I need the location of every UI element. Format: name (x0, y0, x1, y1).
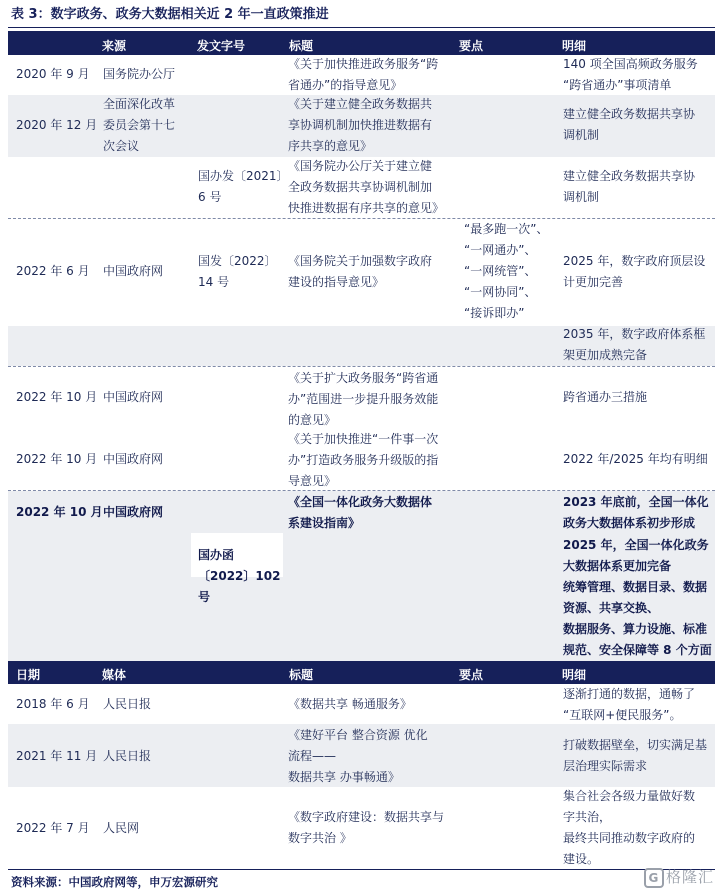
row-doc-number: 国办函 〔2022〕102 号 (198, 548, 281, 604)
media-detail: 集合社会各级力量做好数 字共治， 最终共同推动数字政府的 建设。 (563, 789, 696, 866)
source-note: 资料来源：中国政府网等，申万宏源研究 (11, 875, 218, 889)
row-title: 《关于建立健全政务数据共 享协调机制加快推进数据有 序共享的意见》 (288, 97, 433, 153)
row-detail: 建立健全政务数据共享协 调机制 (563, 107, 696, 142)
row-date: 2022 年 10 月 (16, 505, 103, 519)
row-title: 《关于扩大政务服务“跨省通 办”范围进一步提升服务效能 的意见》 (288, 371, 439, 427)
media-date: 2018 年 6 月 (16, 697, 90, 711)
row-date: 2022 年 10 月 (16, 390, 98, 404)
row-doc-number: 国办发〔2021〕 6 号 (198, 169, 289, 204)
header-source: 来源 (102, 39, 127, 53)
row-date: 2020 年 9 月 (16, 67, 90, 81)
row-detail-3: 统筹管理、数据目录、数据 资源、共享交换、 数据服务、算力设施、标准 规范、安全保障等 8 个方面 (563, 580, 712, 657)
top-rule (8, 27, 715, 28)
row-detail: 2023 年底前，全国一体化 政务大数据体系初步形成 (563, 495, 709, 530)
row-title: 《国务院关于加强数字政府 建设的指导意见》 (288, 254, 433, 289)
row-title: 《全国一体化政务大数据体 系建设指南》 (288, 495, 433, 530)
row-detail-2: 2025 年，全国一体化政务 大数据体系更加完备 (563, 538, 709, 573)
row-source: 全面深化改革 委员会第十七 次会议 (103, 97, 176, 153)
header-points: 要点 (459, 668, 484, 682)
row-detail: 跨省通办三措施 (563, 390, 648, 404)
media-detail: 逐渐打通的数据，通畅了 “互联网+便民服务”。 (563, 687, 696, 722)
row-points: “最多跑一次”、 “一网通办”、 “一网统管”、 “一网协同”、 “接诉即办” (464, 222, 549, 320)
row-source: 国务院办公厅 (103, 67, 176, 81)
row-title: 《关于加快推进政务服务“跨 省通办”的指导意见》 (288, 57, 439, 92)
row-date: 2022 年 6 月 (16, 264, 90, 278)
row-title: 《关于加快推进“一件事一次 办”打造政务服务升级版的指 导意见》 (288, 432, 439, 488)
header-doc-number: 发文字号 (197, 39, 246, 53)
watermark-logo-icon: G (644, 868, 664, 888)
row-detail: 140 项全国高频政务服务 “跨省通办”事项清单 (563, 57, 698, 92)
row-divider (8, 366, 715, 367)
row-source: 中国政府网 (103, 264, 164, 278)
media-table-header (8, 661, 715, 684)
row-detail: 2025 年，数字政府顶层设 计更加完善 (563, 254, 706, 289)
media-source: 人民日报 (103, 697, 152, 711)
media-source: 人民日报 (103, 749, 152, 763)
row-source: 中国政府网 (103, 390, 164, 404)
watermark-text: 格隆汇 (665, 868, 714, 886)
media-source: 人民网 (103, 821, 140, 835)
header-points: 要点 (459, 39, 484, 53)
row-detail-2: 2035 年，数字政府体系框 架更加成熟完备 (563, 327, 706, 362)
header-title: 标题 (289, 39, 314, 53)
row-doc-number: 国发〔2022〕 14 号 (198, 254, 277, 289)
header-date: 日期 (16, 668, 41, 682)
row-band (283, 533, 555, 577)
row-date: 2022 年 10 月 (16, 452, 98, 466)
table-header (8, 31, 715, 55)
row-detail: 建立健全政务数据共享协 调机制 (563, 169, 696, 204)
media-title: 《数据共享 畅通服务》 (288, 697, 412, 711)
media-title: 《建好平台 整合资源 优化 流程—— 数据共享 办事畅通》 (288, 728, 428, 784)
header-title: 标题 (289, 668, 314, 682)
row-date: 2020 年 12 月 (16, 118, 98, 132)
media-title: 《数字政府建设：数据共享与 数字共治 》 (288, 810, 445, 845)
table-title: 表 3：数字政务、政务大数据相关近 2 年一直政策推进 (11, 7, 329, 22)
media-date: 2021 年 11 月 (16, 749, 98, 763)
row-source: 中国政府网 (103, 452, 164, 466)
watermark (644, 866, 714, 888)
row-title: 《国务院办公厅关于建立健 全政务数据共享协调机制加 快推进数据有序共享的意见》 (288, 159, 445, 215)
row-detail: 2022 年/2025 年均有明细 (563, 452, 708, 466)
header-detail: 明细 (562, 668, 587, 682)
header-detail: 明细 (562, 39, 587, 53)
media-date: 2022 年 7 月 (16, 821, 90, 835)
header-media: 媒体 (102, 668, 127, 682)
media-detail: 打破数据壁垒，切实满足基 层治理实际需求 (563, 738, 708, 773)
row-source: 中国政府网 (103, 505, 164, 519)
bottom-rule (8, 869, 715, 870)
